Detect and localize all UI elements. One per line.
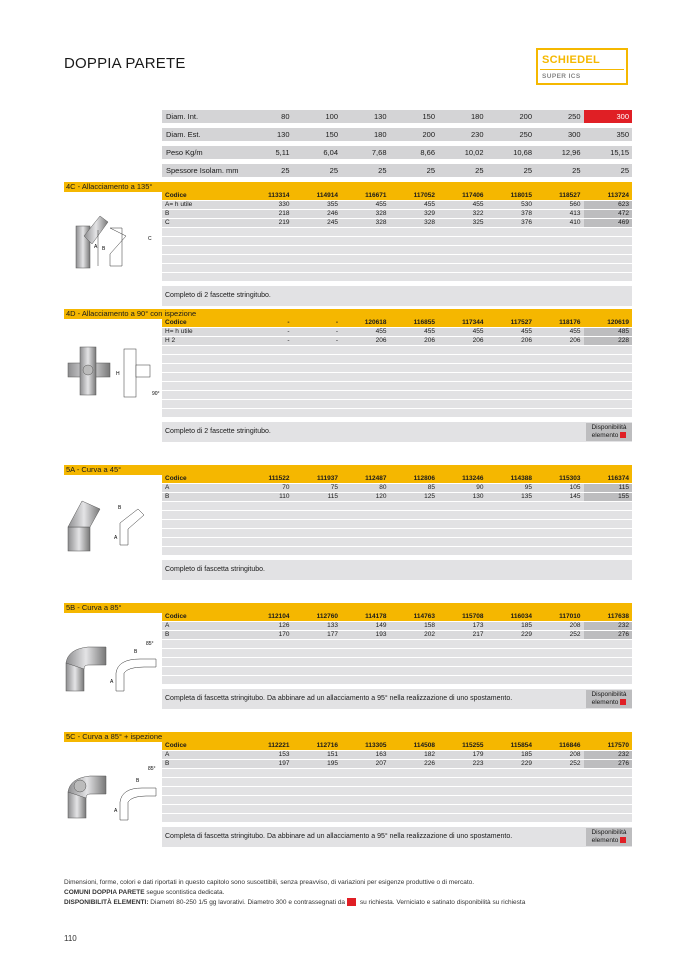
cell-value: 223: [472, 760, 484, 767]
cell-value: 485: [584, 328, 633, 336]
spec-value: 180: [373, 130, 387, 139]
spec-value: 6,04: [323, 148, 338, 157]
cell-value: 232: [584, 751, 633, 759]
table-row: [162, 622, 632, 630]
empty-row: [162, 547, 632, 555]
empty-row: [162, 400, 632, 408]
cell-value: 118176: [559, 319, 581, 326]
cell-value: 170: [278, 631, 290, 638]
empty-row: [162, 228, 632, 236]
spec-table: [162, 110, 632, 182]
cell-value: 116846: [559, 742, 581, 749]
cell-value: 173: [472, 622, 484, 629]
red-marker-icon: [620, 699, 626, 705]
cell-value: 219: [278, 219, 290, 226]
cell-value: 455: [569, 328, 581, 335]
empty-row: [162, 255, 632, 263]
product-drawing-image: [64, 206, 162, 281]
cell-value: 116671: [365, 192, 387, 199]
spec-value: 5,11: [275, 148, 290, 157]
cell-value: 117570: [584, 742, 633, 750]
empty-row: [162, 364, 632, 372]
empty-row: [162, 355, 632, 363]
cell-value: 113305: [365, 742, 387, 749]
page-title: DOPPIA PARETE: [64, 55, 186, 72]
spec-row: [162, 110, 632, 123]
spec-value: 25: [426, 166, 435, 175]
cell-value: 218: [278, 210, 290, 217]
spec-label: Peso Kg/m: [166, 148, 203, 157]
cell-value: 229: [521, 760, 532, 767]
cell-value: 197: [278, 760, 290, 767]
spec-value: 25: [378, 166, 387, 175]
cell-value: 120619: [584, 319, 633, 327]
product-drawing-image: [64, 489, 162, 564]
cell-value: 155: [584, 493, 633, 501]
cell-value: 276: [584, 760, 633, 768]
availability-text: Disponibilità elemento: [591, 829, 627, 844]
empty-row: [162, 667, 632, 675]
section-note: [162, 560, 632, 580]
note-text: Completo di 2 fascette stringitubo.: [165, 428, 271, 435]
svg-text:H: H: [116, 371, 120, 377]
table-row: [162, 328, 632, 336]
cell-value: 228: [584, 337, 633, 345]
cell-value: 90: [476, 484, 484, 491]
spec-value: 25: [281, 166, 290, 175]
cell-value: 276: [584, 631, 633, 639]
cell-value: 151: [327, 751, 338, 758]
cell-value: 158: [424, 622, 435, 629]
cell-value: 135: [521, 493, 532, 500]
section-title: 5C - Curva a 85° + ispezione: [64, 732, 632, 742]
cell-value: 185: [521, 622, 532, 629]
empty-row: [162, 264, 632, 272]
product-table: [162, 742, 632, 823]
cell-value: -: [335, 328, 338, 335]
cell-value: 455: [424, 201, 435, 208]
cell-value: 112221: [268, 742, 290, 749]
spec-row: [162, 128, 632, 141]
codice-row: [162, 475, 632, 483]
cell-value: 245: [327, 219, 338, 226]
cell-value: 455: [472, 328, 484, 335]
cell-value: 116034: [510, 613, 532, 620]
empty-row: [162, 814, 632, 822]
table-row: [162, 484, 632, 492]
product-table: [162, 192, 632, 282]
row-label: Codice: [165, 475, 187, 482]
cell-value: 410: [569, 219, 581, 226]
svg-text:A: A: [114, 535, 118, 541]
row-label: Codice: [165, 742, 187, 749]
red-marker-icon: [620, 432, 626, 438]
cell-value: 149: [375, 622, 387, 629]
cell-value: 185: [521, 751, 532, 758]
product-drawing-image: [64, 337, 162, 412]
cell-value: 115: [584, 484, 633, 492]
row-label: A= h utile: [165, 201, 193, 208]
row-label: H= h utile: [165, 328, 193, 335]
spec-label: Spessore Isolam. mm: [166, 166, 239, 175]
empty-row: [162, 502, 632, 510]
availability-badge: [586, 690, 632, 708]
table-row: [162, 493, 632, 501]
note-text: Completa di fascetta stringitubo. Da abbinare ad un allacciamento a 95° nella realizzazione di uno spostamento.: [165, 833, 513, 840]
section-4d: [64, 309, 632, 439]
cell-value: 232: [584, 622, 633, 630]
row-label: A: [165, 484, 170, 491]
codice-row: [162, 192, 632, 200]
table-row: [162, 337, 632, 345]
cell-value: 112104: [268, 613, 290, 620]
svg-text:85°: 85°: [148, 766, 156, 772]
section-title: 5A - Curva a 45°: [64, 465, 632, 475]
cell-value: 105: [569, 484, 581, 491]
cell-value: 133: [327, 622, 338, 629]
empty-row: [162, 538, 632, 546]
cell-value: 115303: [559, 475, 581, 482]
cell-value: 455: [521, 328, 532, 335]
empty-row: [162, 246, 632, 254]
table-row: [162, 210, 632, 218]
section-note: [162, 286, 632, 306]
cell-value: 455: [424, 328, 435, 335]
cell-value: 325: [472, 219, 484, 226]
cell-value: 328: [375, 219, 387, 226]
logo-sub: SUPER ICS: [542, 73, 581, 80]
cell-value: 328: [424, 219, 435, 226]
spec-value: 100: [325, 112, 338, 121]
section-note: [162, 422, 632, 442]
cell-value: 95: [524, 484, 532, 491]
cell-value: 246: [327, 210, 338, 217]
empty-row: [162, 409, 632, 417]
availability-badge: [586, 423, 632, 441]
cell-value: 455: [375, 201, 387, 208]
cell-value: 115708: [462, 613, 484, 620]
spec-row: [162, 146, 632, 159]
svg-text:B: B: [134, 649, 138, 655]
cell-value: -: [335, 319, 338, 326]
spec-value: 300: [567, 130, 581, 139]
cell-value: 455: [472, 201, 484, 208]
svg-text:C: C: [148, 236, 152, 242]
cell-value: 117638: [584, 613, 633, 621]
cell-value: 469: [584, 219, 633, 227]
empty-row: [162, 237, 632, 245]
empty-row: [162, 511, 632, 519]
product-drawing-image: [64, 756, 162, 831]
cell-value: 153: [278, 751, 290, 758]
table-row: [162, 631, 632, 639]
svg-text:B: B: [136, 778, 140, 784]
cell-value: 206: [472, 337, 484, 344]
table-row: [162, 201, 632, 209]
section-title: 5B - Curva a 85°: [64, 603, 632, 613]
section-title: 4C - Allacciamento a 135°: [64, 182, 632, 192]
cell-value: 125: [424, 493, 435, 500]
cell-value: 113314: [268, 192, 290, 199]
cell-value: 70: [282, 484, 290, 491]
availability-badge: [586, 828, 632, 846]
cell-value: 413: [569, 210, 581, 217]
section-5b: [64, 603, 632, 706]
table-row: [162, 760, 632, 768]
cell-value: 130: [472, 493, 484, 500]
cell-value: 378: [521, 210, 532, 217]
empty-row: [162, 520, 632, 528]
row-label: Codice: [165, 613, 187, 620]
cell-value: 455: [375, 328, 387, 335]
empty-row: [162, 769, 632, 777]
row-label: H 2: [165, 337, 176, 344]
spec-label: Diam. Est.: [166, 130, 201, 139]
codice-row: [162, 742, 632, 750]
footer-notes: [64, 878, 624, 908]
empty-row: [162, 391, 632, 399]
section-note: [162, 689, 632, 709]
spec-value: 200: [422, 130, 435, 139]
cell-value: 116374: [584, 475, 633, 483]
cell-value: 207: [375, 760, 387, 767]
spec-value: 80: [281, 112, 290, 121]
row-label: Codice: [165, 192, 187, 199]
empty-row: [162, 787, 632, 795]
cell-value: 85: [427, 484, 435, 491]
cell-value: 117052: [413, 192, 435, 199]
cell-value: 112716: [316, 742, 338, 749]
cell-value: 623: [584, 201, 633, 209]
spec-value: 130: [373, 112, 387, 121]
svg-text:A: A: [114, 808, 118, 814]
cell-value: 560: [569, 201, 581, 208]
cell-value: 117406: [462, 192, 484, 199]
red-marker-icon: [620, 837, 626, 843]
cell-value: 112806: [413, 475, 435, 482]
empty-row: [162, 529, 632, 537]
row-label: C: [165, 219, 170, 226]
section-5c: [64, 732, 632, 844]
codice-row: [162, 613, 632, 621]
logo-divider: [540, 69, 624, 70]
spec-value: 15,15: [610, 148, 629, 157]
cell-value: 114388: [510, 475, 532, 482]
table-row: [162, 751, 632, 759]
availability-text: Disponibilità elemento: [591, 424, 627, 439]
cell-value: 118015: [510, 192, 532, 199]
spec-value: 25: [523, 166, 532, 175]
cell-value: 113724: [584, 192, 633, 200]
availability-text: Disponibilità elemento: [591, 691, 627, 706]
cell-value: 179: [472, 751, 484, 758]
section-note: [162, 827, 632, 847]
cell-value: 530: [521, 201, 532, 208]
red-marker-icon: [347, 898, 356, 906]
cell-value: 182: [424, 751, 435, 758]
svg-text:90°: 90°: [152, 391, 160, 397]
cell-value: 376: [521, 219, 532, 226]
spec-value: 25: [475, 166, 484, 175]
row-label: A: [165, 751, 170, 758]
cell-value: 163: [375, 751, 387, 758]
cell-value: 208: [569, 751, 581, 758]
cell-value: 111937: [317, 475, 338, 482]
spec-value: 250: [519, 130, 532, 139]
spec-value: 250: [567, 112, 581, 121]
spec-value: 130: [276, 130, 290, 139]
table-row: [162, 219, 632, 227]
svg-text:B: B: [118, 505, 122, 511]
cell-value: 120618: [364, 319, 387, 326]
spec-value: 150: [422, 112, 435, 121]
cell-value: 117344: [462, 319, 484, 326]
cell-value: 114763: [413, 613, 435, 620]
cell-value: 229: [521, 631, 532, 638]
page-number: 110: [64, 934, 77, 943]
note-text: Completa di fascetta stringitubo. Da abbinare ad un allacciamento a 95° nella realizzazione di uno spostamento.: [165, 695, 513, 702]
cell-value: 206: [375, 337, 387, 344]
spec-label: Diam. Int.: [166, 112, 199, 121]
cell-value: 126: [278, 622, 290, 629]
spec-row: [162, 164, 632, 177]
spec-value: 200: [519, 112, 532, 121]
cell-value: 112760: [316, 613, 338, 620]
spec-value: 7,68: [371, 148, 387, 157]
logo-brand: SCHIEDEL: [542, 54, 601, 66]
empty-row: [162, 640, 632, 648]
empty-row: [162, 658, 632, 666]
cell-value: 115854: [510, 742, 532, 749]
svg-text:A: A: [110, 679, 114, 685]
spec-value: 350: [616, 130, 629, 139]
cell-value: -: [287, 328, 290, 335]
spec-value: 25: [572, 166, 581, 175]
cell-value: 206: [521, 337, 532, 344]
spec-value: 10,68: [513, 148, 532, 157]
cell-value: 110: [279, 493, 290, 500]
empty-row: [162, 273, 632, 281]
cell-value: -: [287, 337, 290, 344]
cell-value: 252: [569, 631, 581, 638]
cell-value: 202: [424, 631, 435, 638]
cell-value: 112487: [365, 475, 387, 482]
row-label: B: [165, 760, 170, 767]
note-text: Completo di 2 fascette stringitubo.: [165, 292, 271, 299]
cell-value: 329: [424, 210, 435, 217]
cell-value: 116855: [413, 319, 435, 326]
cell-value: 217: [472, 631, 484, 638]
spec-value: 12,96: [561, 148, 581, 157]
spec-value: 10,02: [464, 148, 484, 157]
footer-comuni: COMUNI DOPPIA PARETE segue scontistica dedicata.: [64, 889, 225, 896]
row-label: B: [165, 210, 170, 217]
product-table: [162, 613, 632, 685]
cell-value: 195: [327, 760, 338, 767]
row-label: B: [165, 631, 170, 638]
empty-row: [162, 346, 632, 354]
spec-value: 25: [329, 166, 338, 175]
empty-row: [162, 778, 632, 786]
spec-value: 230: [470, 130, 484, 139]
cell-value: 252: [569, 760, 581, 767]
spec-value: 300: [584, 110, 633, 123]
cell-value: 226: [424, 760, 435, 767]
cell-value: 472: [584, 210, 633, 218]
cell-value: 75: [330, 484, 338, 491]
cell-value: 145: [569, 493, 581, 500]
cell-value: 114508: [413, 742, 435, 749]
cell-value: 355: [327, 201, 338, 208]
cell-value: 322: [472, 210, 484, 217]
schiedel-logo: [536, 48, 628, 85]
empty-row: [162, 796, 632, 804]
product-drawing-image: [64, 629, 162, 704]
empty-row: [162, 382, 632, 390]
note-text: Completo di fascetta stringitubo.: [165, 566, 265, 573]
product-table: [162, 319, 632, 418]
cell-value: 115255: [462, 742, 484, 749]
cell-value: 206: [569, 337, 581, 344]
row-label: B: [165, 493, 170, 500]
svg-text:85°: 85°: [146, 641, 154, 647]
cell-value: 120: [375, 493, 387, 500]
footer-disponibilita: DISPONIBILITÀ ELEMENTI: Diametri 80-250 1/5 gg lavorativi. Diametro 300 e contrassegnati da su richiesta. Verniciato e satinato disponibilità su richiesta: [64, 899, 526, 906]
cell-value: 80: [379, 484, 387, 491]
cell-value: 193: [375, 631, 387, 638]
cell-value: 330: [278, 201, 290, 208]
section-5a: [64, 465, 632, 573]
cell-value: 328: [375, 210, 387, 217]
cell-value: 177: [327, 631, 338, 638]
spec-value: 25: [620, 166, 629, 175]
section-4c: [64, 182, 632, 299]
cell-value: -: [287, 319, 290, 326]
cell-value: 117527: [510, 319, 532, 326]
row-label: Codice: [165, 319, 187, 326]
cell-value: 115: [327, 493, 338, 500]
cell-value: 111522: [268, 475, 290, 482]
cell-value: 114178: [365, 613, 387, 620]
empty-row: [162, 676, 632, 684]
empty-row: [162, 649, 632, 657]
codice-row: [162, 319, 632, 327]
spec-value: 8,66: [420, 148, 435, 157]
empty-row: [162, 373, 632, 381]
svg-text:A: A: [94, 244, 98, 250]
svg-text:B: B: [102, 246, 106, 252]
cell-value: 113246: [462, 475, 484, 482]
spec-value: 150: [325, 130, 338, 139]
cell-value: -: [335, 337, 338, 344]
cell-value: 117010: [559, 613, 581, 620]
cell-value: 114914: [316, 192, 338, 199]
cell-value: 206: [424, 337, 435, 344]
empty-row: [162, 805, 632, 813]
cell-value: 208: [569, 622, 581, 629]
spec-value: 180: [470, 112, 484, 121]
cell-value: 118527: [559, 192, 581, 199]
row-label: A: [165, 622, 170, 629]
section-title: 4D - Allacciamento a 90° con ispezione: [64, 309, 632, 319]
footer-disclaimer: Dimensioni, forme, colori e dati riportati in questo capitolo sono suscettibili, senza preavviso, di variazioni per esigenze produttive o di mercato.: [64, 879, 475, 886]
product-table: [162, 475, 632, 556]
